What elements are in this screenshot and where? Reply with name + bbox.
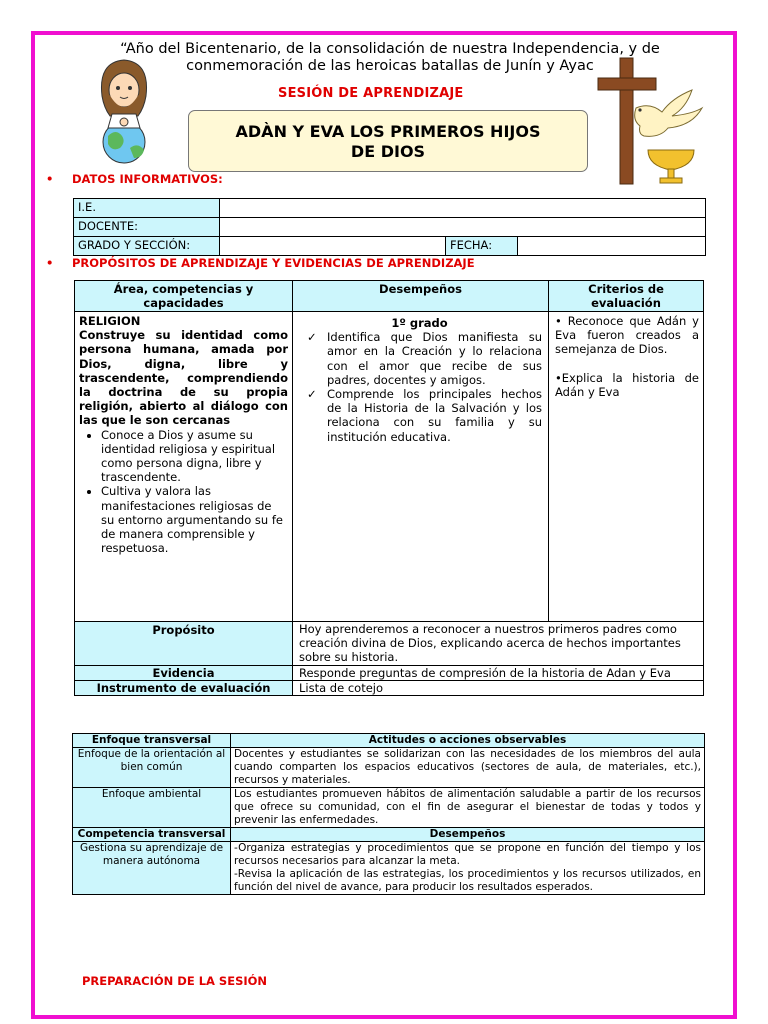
docente-value [220,218,706,237]
ie-value [220,199,706,218]
desempeno-item: ✓ Identifica que Dios manifiesta su amor en la Creación y lo relaciona con el amor que recibe de sus padres, docentes y amigos. [307,330,542,387]
enfoque-text: Docentes y estudiantes se solidarizan con las necesidades de los miembros del aula cuando comparten los espacios educativos (sectores de aula, de materiales, etc.), recursos y materiales. [231,748,705,788]
jesus-illustration [90,56,158,164]
comp-desempeno-1: -Organiza estrategias y procedimientos que se propone en función del tiempo y los recursos necesarios para alcanzar la meta. [234,842,701,867]
lesson-title-line-1: ADÀN Y EVA LOS PRIMEROS HIJOS [235,122,541,141]
proposito-label: Propósito [75,622,293,666]
area-header: Área, competencias y capacidades [75,281,293,312]
datos-table [73,198,706,256]
area-cell [75,312,293,622]
competencia-header: Competencia transversal [73,828,231,842]
competencia-text: Construye su identidad como persona humana, amada por Dios, digna, libre y trascendente, comprendiendo la doctrina de su propia religión, abierto al diálogo con las que le son cercanas [79,328,288,428]
criterio-item: •Explica la historia de Adán y Eva [555,370,699,399]
desempeno-item: ✓ Comprende los principales hechos de la Historia de la Salvación y los relaciona con su familia y su institución educativa. [307,387,542,444]
competencia-name: Gestiona su aprendizaje de manera autónoma [73,842,231,895]
desempenos-header: Desempeños [293,281,549,312]
session-title: SESIÓN DE APRENDIZAJE [278,86,464,101]
criterios-header: Criterios de evaluación [549,281,704,312]
header-line-2: conmemoración de las heroicas batallas de Junín y Ayac [186,58,594,74]
grado-label: GRADO Y SECCIÓN: [74,237,220,256]
evidencia-text: Responde preguntas de compresión de la historia de Adan y Eva [293,666,704,681]
criterio-item: • Reconoce que Adán y Eva fueron creados a semejanza de Dios. [555,314,699,357]
capacidad-item: • Cultiva y valora las manifestaciones religiosas de su entorno argumentando su fe de manera comprensible y respetuosa. [101,484,288,555]
capacidades-list [79,428,288,556]
enfoque-header: Enfoque transversal [73,734,231,748]
docente-label: DOCENTE: [74,218,220,237]
bullet-icon: • [46,256,54,270]
propositos-table [74,280,704,696]
capacidad-item: • Conoce a Dios y asume su identidad religiosa y espiritual como persona digna, libre y trascendente. [101,428,288,485]
bullet-icon: • [46,172,54,186]
preparacion-label: PREPARACIÓN DE LA SESIÓN [82,974,268,988]
actitudes-header: Actitudes o acciones observables [231,734,705,748]
enfoque-name: Enfoque de la orientación al bien común [73,748,231,788]
header-line-1: “Año del Bicentenario, de la consolidación de nuestra Independencia, y de [120,41,660,57]
ie-label: I.E. [74,199,220,218]
cross-dove-chalice-illustration [590,56,710,190]
fecha-label: FECHA: [446,237,518,256]
fecha-value [518,237,706,256]
comp-desempeno-2: -Revisa la aplicación de las estrategias, los procedimientos y los recursos utilizados, en función del nivel de avance, para producir los resultados esperados. [234,868,701,893]
enfoque-text: Los estudiantes promueven hábitos de alimentación saludable a partir de los recursos que ofrece su comunidad, con el fin de asegurar el bienestar de todas y todos y prevenir las enfermedades. [231,788,705,828]
instrumento-text: Lista de cotejo [293,681,704,696]
lesson-title-box [188,110,588,172]
check-icon: ✓ [307,387,317,402]
evidencia-label: Evidencia [75,666,293,681]
enfoque-name: Enfoque ambiental [73,788,231,828]
desempenos-cell [293,312,549,622]
competencia-desempenos [231,842,705,895]
criterios-cell [549,312,704,622]
datos-label-text: DATOS INFORMATIVOS: [72,172,223,186]
grado-value [220,237,446,256]
datos-label [46,172,223,186]
check-icon: ✓ [307,330,317,345]
desempenos-list [297,330,542,444]
propositos-label [46,256,475,270]
proposito-text: Hoy aprenderemos a reconocer a nuestros primeros padres como creación divina de Dios, explicando acerca de hechos importantes sobre su historia. [293,622,704,666]
comp-desempenos-header: Desempeños [231,828,705,842]
area-title: RELIGION [79,314,141,328]
grade-label: 1º grado [391,316,448,330]
enfoques-table [72,733,705,895]
propositos-label-text: PROPÓSITOS DE APRENDIZAJE Y EVIDENCIAS DE APRENDIZAJE [72,256,475,270]
instrumento-label: Instrumento de evaluación [75,681,293,696]
lesson-title-line-2: DE DIOS [350,142,426,161]
